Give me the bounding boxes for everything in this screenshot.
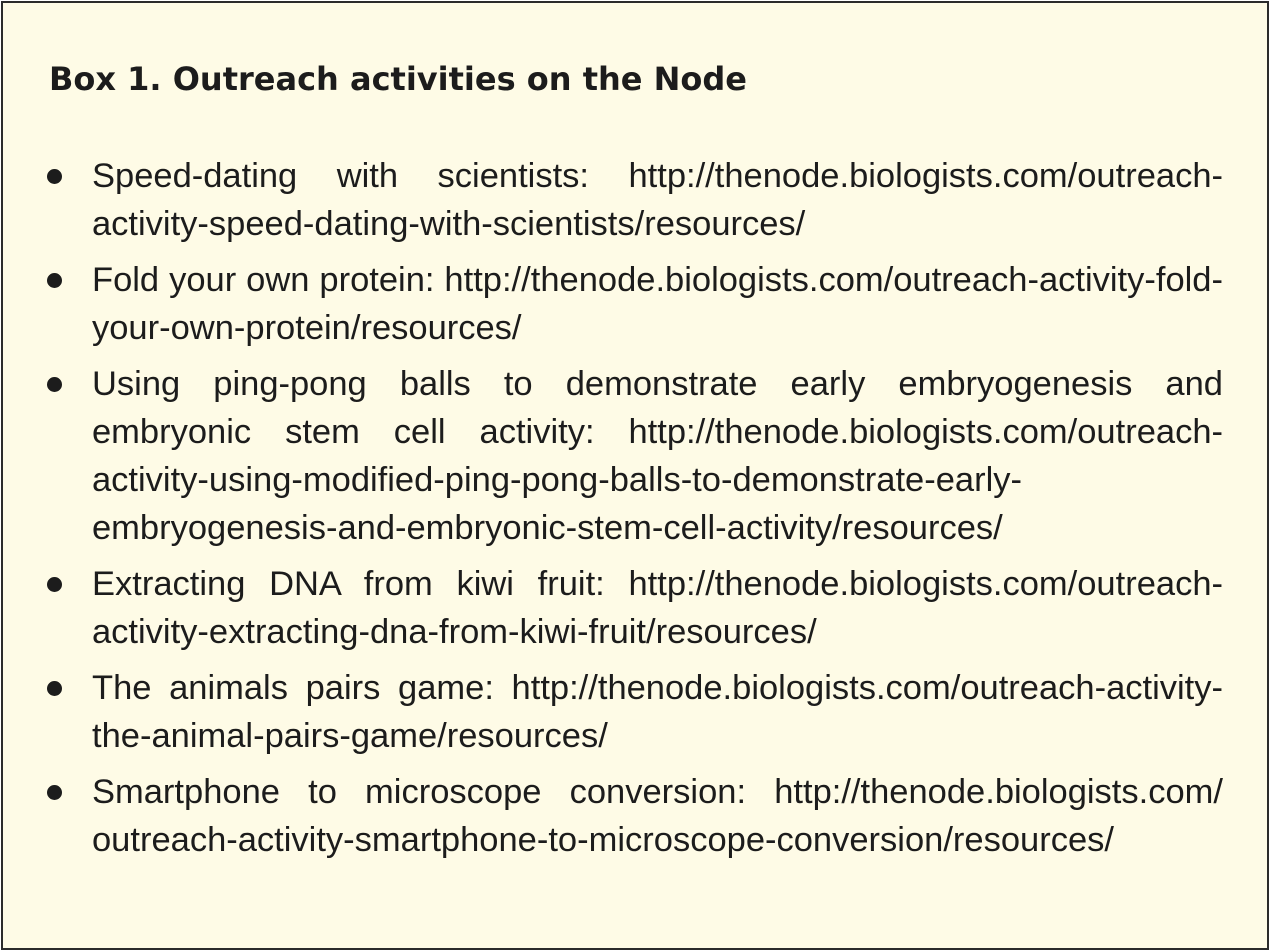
- list-item: [45, 360, 1223, 552]
- bullet-icon: [47, 273, 62, 288]
- list-item: [45, 256, 1223, 352]
- item-text: Using ping-pong balls to demonstrate early embryogenesis and embryonic stem cell activity: http:/​/​thenode.biologists.com/​outreach-activity-using-modified-ping-pong-balls-to-demonstrate-early-embryogenesis-and-embryonic-stem-cell-activity/​resources/​: [92, 365, 1223, 547]
- item-text: Smartphone to microscope conversion: http:/​/​thenode.biologists.com/​outreach-activity-smartphone-to-microscope-conversion/​resources/​: [92, 773, 1223, 859]
- item-text: Speed-dating with scientists: http:/​/​thenode.biologists.com/​outreach-activity-speed-dating-with-scientists/​resources/​: [92, 157, 1223, 243]
- item-text: The animals pairs game: http:/​/​thenode.biologists.com/​outreach-activity-the-animal-pairs-game/​resources/​: [92, 669, 1223, 755]
- bullet-icon: [47, 169, 62, 184]
- box-title: Box 1. Outreach activities on the Node: [49, 60, 747, 98]
- list-item: [45, 560, 1223, 656]
- activity-list: [45, 152, 1223, 872]
- outreach-box: [1, 1, 1269, 950]
- list-item: [45, 768, 1223, 864]
- list-item: [45, 664, 1223, 760]
- bullet-icon: [47, 785, 62, 800]
- item-text: Fold your own protein: http:/​/​thenode.biologists.com/​outreach-activity-fold-your-own-protein/​resources/​: [92, 261, 1223, 347]
- list-item: [45, 152, 1223, 248]
- bullet-icon: [47, 377, 62, 392]
- bullet-icon: [47, 681, 62, 696]
- item-text: Extracting DNA from kiwi fruit: http:/​/​thenode.biologists.com/​outreach-activity-extracting-dna-from-kiwi-fruit/​resources/​: [92, 565, 1223, 651]
- bullet-icon: [47, 577, 62, 592]
